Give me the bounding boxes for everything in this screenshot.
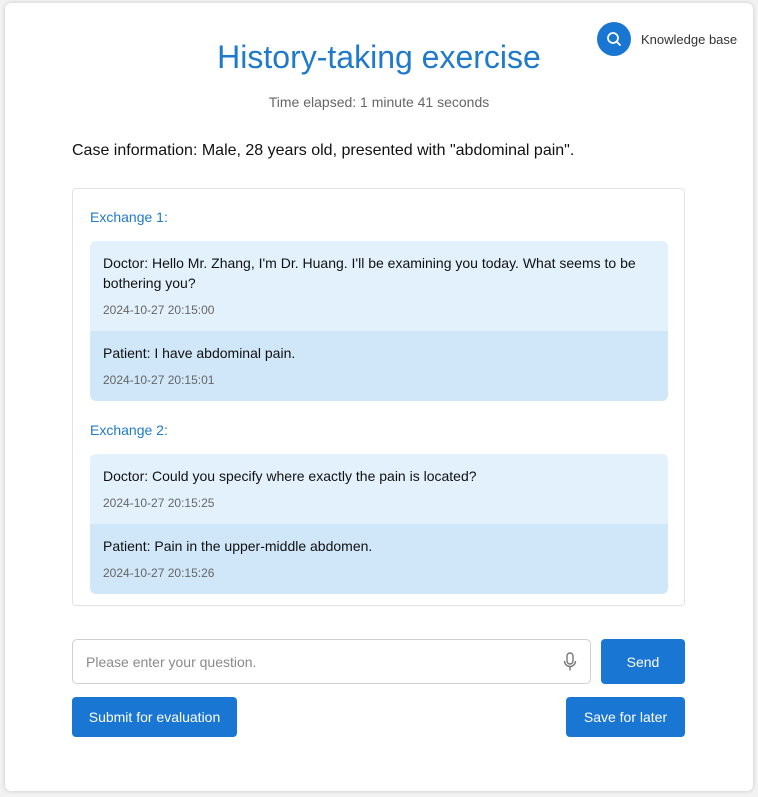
message-timestamp: 2024-10-27 20:15:00 <box>103 303 215 317</box>
message-timestamp: 2024-10-27 20:15:26 <box>103 566 215 580</box>
submit-for-evaluation-button[interactable]: Submit for evaluation <box>72 697 237 737</box>
question-input[interactable] <box>73 640 543 683</box>
message-text: Patient: I have abdominal pain. <box>103 345 296 361</box>
conversation-history <box>72 188 685 606</box>
exchange-2 <box>90 422 668 594</box>
exchange-1 <box>90 209 668 401</box>
message-text: Patient: Pain in the upper-middle abdomen. <box>103 538 373 554</box>
microphone-icon[interactable] <box>562 652 578 672</box>
message-text: Doctor: Could you specify where exactly the pain is located? <box>103 468 477 484</box>
message-timestamp: 2024-10-27 20:15:25 <box>103 496 215 510</box>
exchange-title: Exchange 1: <box>90 209 168 225</box>
page-title: History-taking exercise <box>217 39 541 75</box>
exchange-title: Exchange 2: <box>90 422 168 438</box>
save-for-later-button[interactable]: Save for later <box>566 697 685 737</box>
knowledge-base-label[interactable]: Knowledge base <box>641 31 738 47</box>
doctor-message <box>90 241 668 331</box>
message-timestamp: 2024-10-27 20:15:01 <box>103 373 215 387</box>
send-button[interactable]: Send <box>601 639 685 684</box>
main-card <box>5 3 753 791</box>
case-information: Case information: Male, 28 years old, presented with "abdominal pain". <box>72 142 575 159</box>
patient-message <box>90 524 668 594</box>
question-input-container <box>72 639 591 684</box>
elapsed-timer: Time elapsed: 1 minute 41 seconds <box>268 94 490 110</box>
doctor-message <box>90 454 668 524</box>
patient-message <box>90 331 668 401</box>
message-text: Doctor: Hello Mr. Zhang, I'm Dr. Huang. I'll be examining you today. What seems to be bothering you? <box>103 255 636 291</box>
